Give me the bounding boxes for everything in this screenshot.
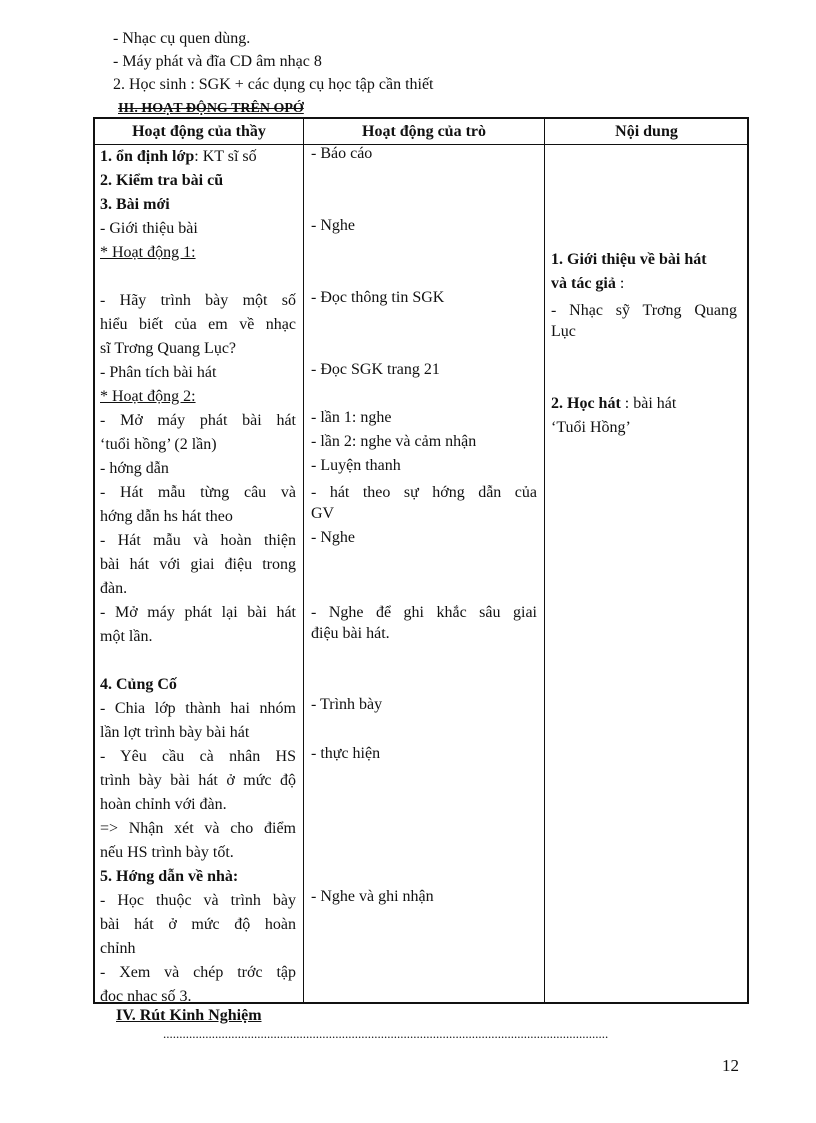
content-c2: và tác giả <box>551 275 616 292</box>
header-student: Hoạt động của trò <box>362 123 486 140</box>
teacher-line: - Xem và chép trớc tập <box>100 964 296 981</box>
student-s5: - lần 1: nghe <box>311 409 392 426</box>
teacher-line: hoàn chỉnh với đàn. <box>100 796 227 813</box>
teacher-line: hớng dẫn hs hát theo <box>100 508 233 525</box>
student-s10: - Nghe <box>311 529 355 546</box>
student-s7: - Luyện thanh <box>311 457 401 474</box>
page-number: 12 <box>722 1056 739 1075</box>
student-s1: - Báo cáo <box>311 145 373 162</box>
student-s8 <box>311 481 537 505</box>
content-c6: ‘Tuổi Hồng’ <box>551 419 631 436</box>
teacher-line: - hớng dẫn <box>100 460 169 477</box>
student-s9: GV <box>311 505 335 522</box>
content-c5-bold: 2. Học hát <box>551 395 621 412</box>
teacher-l1-bold: 1. ổn định lớp <box>100 148 195 165</box>
teacher-line: trình bày bài hát ở mức độ <box>100 772 296 789</box>
content-c5-rest: : bài hát <box>620 395 677 412</box>
teacher-line: * Hoạt động 2: <box>100 388 196 405</box>
column-divider-1 <box>303 118 304 1003</box>
teacher-line: - Học thuộc và trình bày <box>100 892 296 909</box>
student-s11-text: - Nghe để ghi khắc sâu giai <box>311 604 537 621</box>
teacher-line: bài hát ở mức độ hoàn <box>100 916 296 933</box>
student-s13: - Trình bày <box>311 696 383 713</box>
teacher-line: - Chia lớp thành hai nhóm <box>100 700 296 717</box>
teacher-line: - Yêu cầu cà nhân HS <box>100 748 296 765</box>
student-s4: - Đọc SGK trang 21 <box>311 361 440 378</box>
teacher-line: - Hát mẫu từng câu và <box>100 484 296 501</box>
teacher-line: - Mở máy phát bài hát <box>100 412 296 429</box>
student-s12: điệu bài hát. <box>311 625 390 642</box>
teacher-line: 5. Hớng dẫn về nhà: <box>100 868 239 885</box>
teacher-line: nếu HS trình bày tốt. <box>100 844 234 861</box>
teacher-line: đọc nhạc số 3. <box>100 988 192 1005</box>
teacher-line: * Hoạt động 1: <box>100 244 196 261</box>
teacher-line: - Hát mẫu và hoàn thiện <box>100 532 296 549</box>
teacher-line <box>100 145 296 169</box>
intro-line-3: 2. Học sinh : SGK + các dụng cụ học tập cần thiết <box>113 76 434 93</box>
footer-heading: IV. Rút Kinh Nghiệm <box>116 1007 262 1024</box>
teacher-line: đàn. <box>100 580 128 597</box>
footer-dots: ......................................................................................................................................... <box>163 1026 609 1041</box>
student-s15: - Nghe và ghi nhận <box>311 888 434 905</box>
content-c5-line <box>551 395 676 413</box>
student-s6: - lần 2: nghe và cảm nhận <box>311 433 477 450</box>
column-divider-2 <box>544 118 545 1003</box>
teacher-line: chỉnh <box>100 940 136 957</box>
teacher-line: - Phân tích bài hát <box>100 364 217 381</box>
teacher-line: ‘tuổi hồng’ (2 lần) <box>100 436 217 453</box>
teacher-line: lần lợt trình bày bài hát <box>100 724 250 741</box>
section-heading: III. HOẠT ĐỘNG TRÊN OPỚ <box>118 101 304 116</box>
teacher-line: - Mở máy phát lại bài hát <box>100 604 296 621</box>
teacher-line: một lần. <box>100 628 153 645</box>
intro-line-2: - Máy phát và đĩa CD âm nhạc 8 <box>113 53 322 70</box>
content-c1: 1. Giới thiệu về bài hát <box>551 251 707 268</box>
intro-line-1: - Nhạc cụ quen dùng. <box>113 30 251 47</box>
student-s14: - thực hiện <box>311 745 381 762</box>
teacher-line: 2. Kiểm tra bài cũ <box>100 172 224 189</box>
teacher-line: 4. Củng Cố <box>100 676 177 693</box>
content-c2-line <box>551 275 624 293</box>
teacher-line: - Hãy trình bày một số <box>100 292 296 309</box>
content-c3-text: - Nhạc sỹ Trơng Quang <box>551 302 737 319</box>
header-content: Nội dung <box>615 123 678 140</box>
content-c3 <box>551 299 737 323</box>
student-s2: - Nghe <box>311 217 355 234</box>
content-c4: Lục <box>551 323 576 340</box>
teacher-column <box>100 145 296 1009</box>
teacher-spacer <box>100 649 296 673</box>
content-c2b: : <box>615 275 625 292</box>
teacher-line: => Nhận xét và cho điểm <box>100 820 296 837</box>
header-teacher: Hoạt động của thầy <box>132 123 266 140</box>
teacher-line: - Giới thiệu bài <box>100 220 198 237</box>
teacher-line: bài hát với giai điệu trong <box>100 556 296 573</box>
teacher-line: 3. Bài mới <box>100 196 170 213</box>
teacher-line: sĩ Trơng Quang Lục? <box>100 340 237 357</box>
student-s11 <box>311 601 537 625</box>
student-s3: - Đọc thông tin SGK <box>311 289 445 306</box>
teacher-spacer <box>100 265 296 289</box>
teacher-l1-rest: : KT sĩ số <box>194 148 257 165</box>
teacher-line: hiểu biết của em về nhạc <box>100 316 296 333</box>
student-s8-text: - hát theo sự hớng dẫn của <box>311 484 537 501</box>
